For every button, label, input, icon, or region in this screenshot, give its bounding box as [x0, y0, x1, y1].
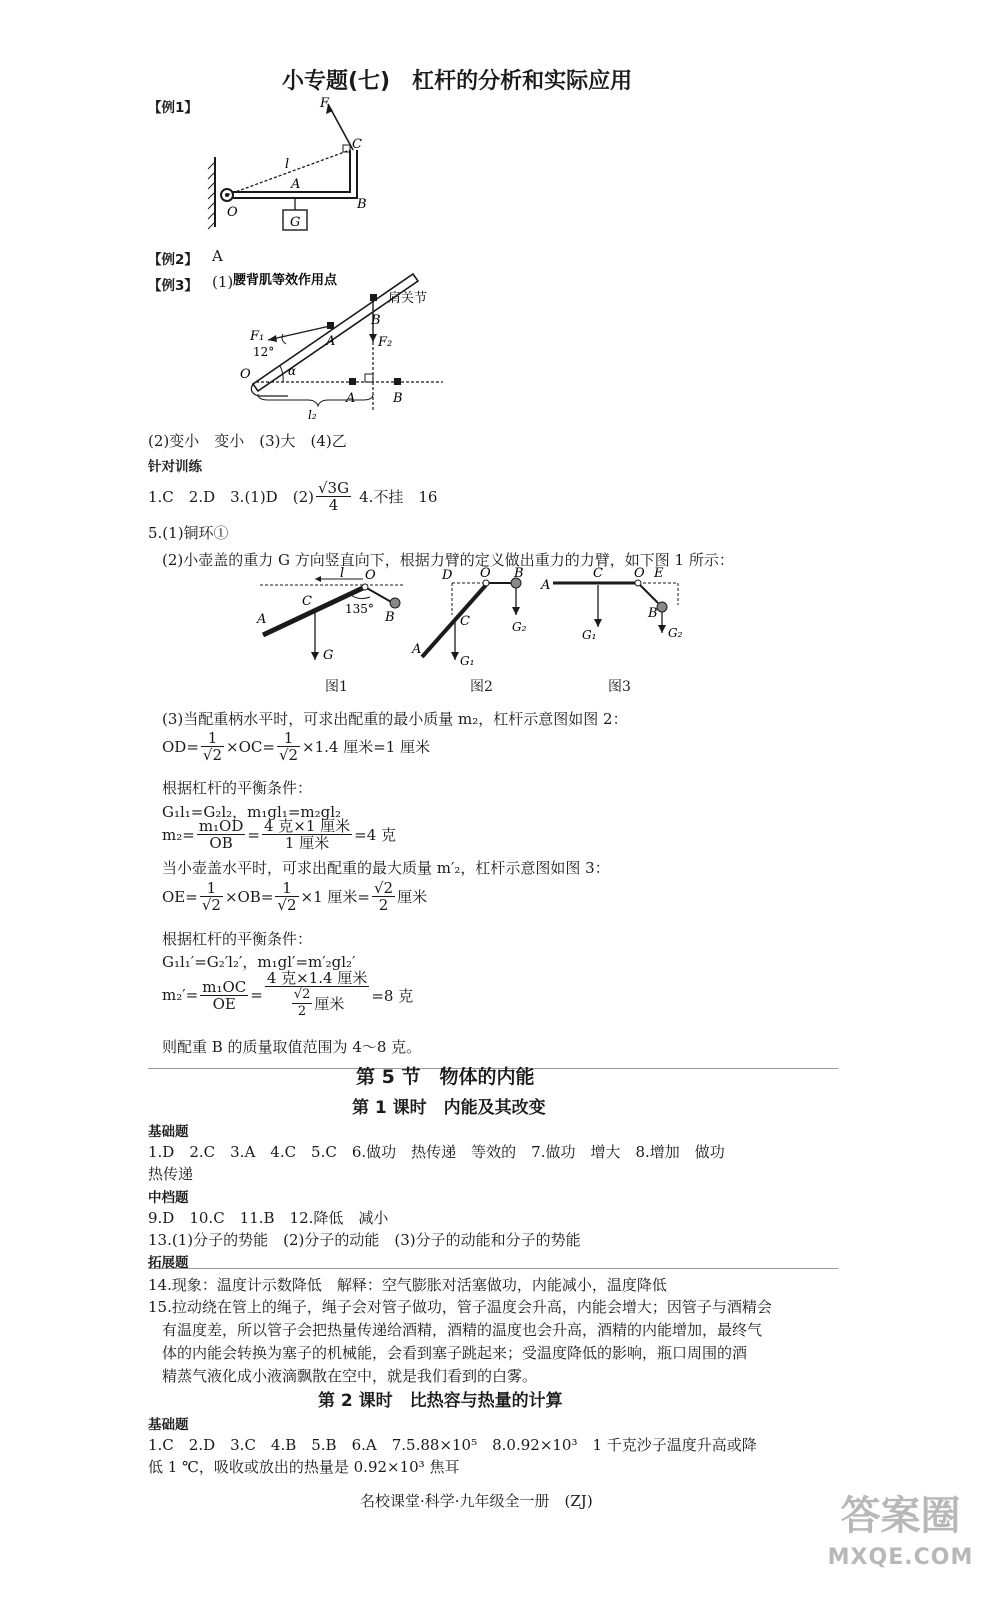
lesson1-q15-l3: 体的内能会转换为塞子的机械能，会看到塞子跳起来；受温度降低的影响，瓶口周围的酒 [162, 1344, 748, 1362]
fig2-C: C [460, 614, 470, 629]
q5-conclusion: 则配重 B 的质量取值范围为 4～8 克。 [162, 1038, 422, 1056]
lesson1-basic-answers: 1.D 2.C 3.A 4.C 5.C 6.做功 热传递 等效的 7.做功 增大 8.增加 做功 [148, 1143, 725, 1161]
lesson1-mid-answers: 9.D 10.C 11.B 12.降低 减小 [148, 1209, 389, 1227]
fig1-l: l [340, 566, 345, 581]
label-shoulder: 肩关节 [388, 291, 428, 306]
label-alpha: α [288, 364, 297, 378]
equation-balance-1: G₁l₁=G₂l₂，m₁gl₁=m₂gl₂ [162, 803, 342, 821]
equation-m2-prime: m₂′= $\frac{\text{m₁OC}}{OE}$ = 4 克×1.4 厘米 $\frac{√2}{2}$ 厘米 =8 克 [162, 969, 414, 1019]
figure2-caption: 图2 [470, 679, 493, 695]
fig3-B: B [648, 606, 658, 621]
lesson1-q14: 14.现象：温度计示数降低 解释：空气膨胀对活塞做功，内能减小，温度降低 [148, 1276, 667, 1294]
equation-balance-2: G₁l₁′=G₂′l₂′，m₁gl′=m′₂gl₂′ [162, 953, 356, 971]
label-F2: F₂ [378, 335, 393, 350]
label-A: A [291, 177, 301, 192]
example3-back-lever-diagram [228, 262, 458, 422]
fig2-B: B [514, 566, 524, 581]
figure1-caption: 图1 [325, 679, 348, 695]
balance-condition-1: 根据杠杆的平衡条件： [162, 779, 313, 797]
example3-label: 【例3】 [148, 278, 198, 294]
example2-label: 【例2】 [148, 252, 198, 268]
example2-answer: A [212, 247, 223, 265]
figure2-pot-lid-diagram [410, 565, 535, 670]
label-A-axis: A [346, 391, 356, 406]
drill-label: 针对训练 [148, 459, 202, 475]
fig2-D: D [442, 568, 453, 583]
lesson1-basic-answers-cont: 热传递 [148, 1165, 194, 1183]
label-l2: l₂ [308, 408, 317, 422]
label-B-axis: B [393, 391, 403, 406]
lesson1-q15-l4: 精蒸气液化成小液滴飘散在空中，就是我们看到的白雾。 [162, 1367, 538, 1385]
label-B-bone: B [371, 313, 381, 328]
equation-od: OD= $\frac{1}{√2}$ ×OC= $\frac{1}{√2}$ ×1.4 厘米=1 厘米 [162, 729, 431, 764]
fig3-C: C [593, 566, 603, 581]
fig1-O: O [365, 568, 376, 583]
lesson1-basic-label: 基础题 [148, 1124, 189, 1140]
label-G: G [290, 215, 301, 230]
label-F1: F₁ [250, 329, 265, 344]
fig1-G: G [323, 648, 334, 663]
label-O: O [240, 367, 251, 382]
example1-lever-diagram [205, 92, 390, 237]
fig1-angle: 135° [345, 602, 374, 616]
label-12deg: 12° [253, 345, 275, 359]
lesson2-basic-answers: 1.C 2.D 3.C 4.B 5.B 6.A 7.5.88×10⁵ 8.0.92×10³ 1 千克沙子温度升高或降 [148, 1436, 757, 1454]
equation-m2: m₂= $\frac{\text{m₁OD}}{OB}$ = $\frac{\text{4 克×1 厘米}}{\text{1 厘米}}$ =4 克 [162, 817, 397, 852]
fig3-G2: G₂ [668, 626, 683, 640]
fig1-C: C [302, 594, 312, 609]
example3-rest: (2)变小 变小 (3)大 (4)乙 [148, 432, 347, 450]
lesson1-q15-l2: 有温度差，所以管子会把热量传递给酒精，酒精的温度也会升高，酒精的内能增加，最终气 [162, 1321, 763, 1339]
label-waist: 腰背肌等效作用点 [233, 273, 338, 288]
fig2-G2: G₂ [512, 620, 527, 634]
label-l: l [285, 157, 290, 172]
label-F: F [320, 96, 330, 111]
watermark-logo: 答案圈 MXQE.COM [827, 1493, 974, 1570]
fig3-A: A [541, 578, 551, 593]
lesson2-basic-answers-cont: 低 1 ℃，吸收或放出的热量是 0.92×10³ 焦耳 [148, 1458, 460, 1476]
label-C: C [352, 137, 362, 152]
lesson1-q13: 13.(1)分子的势能 (2)分子的动能 (3)分子的动能和分子的势能 [148, 1231, 581, 1249]
balance-condition-2: 根据杠杆的平衡条件： [162, 930, 313, 948]
fig2-G1: G₁ [460, 654, 475, 668]
example1-label: 【例1】 [148, 100, 198, 116]
extension-divider [148, 1268, 838, 1269]
fig2-A: A [412, 642, 422, 657]
q5-part4: 当小壶盖水平时，可求出配重的最大质量 m′₂，杠杆示意图如图 3： [162, 859, 610, 877]
q5-part3: (3)当配重柄水平时，可求出配重的最小质量 m₂，杠杆示意图如图 2： [162, 710, 628, 728]
label-B: B [357, 197, 367, 212]
figure1-pot-lid-diagram [255, 565, 410, 670]
topic-title: 小专题(七) 杠杆的分析和实际应用 [282, 69, 633, 94]
fig3-E: E [654, 566, 664, 581]
figure3-pot-lid-diagram [538, 565, 693, 670]
q5-part1: 5.(1)铜环① [148, 524, 229, 542]
fig1-B: B [385, 610, 395, 625]
lesson2-basic-label: 基础题 [148, 1417, 189, 1433]
label-A-bone: A [326, 334, 336, 349]
lesson1-q15-l1: 15.拉动绕在管上的绳子，绳子会对管子做功，管子温度会升高，内能会增大；因管子与酒精会 [148, 1298, 772, 1316]
figure3-caption: 图3 [608, 679, 631, 695]
q5-part2: (2)小壶盖的重力 G 方向竖直向下，根据力臂的定义做出重力的力臂，如下图 1 所示： [162, 551, 734, 569]
footer-text: 名校课堂·科学·九年级全一册 (ZJ) [360, 1492, 593, 1510]
fig3-O: O [634, 566, 645, 581]
lesson2-title: 第 2 课时 比热容与热量的计算 [318, 1391, 563, 1411]
lesson1-mid-label: 中档题 [148, 1190, 189, 1206]
section5-title: 第 5 节 物体的内能 [356, 1066, 535, 1088]
lesson1-title: 第 1 课时 内能及其改变 [352, 1098, 546, 1118]
equation-oe: OE= $\frac{1}{√2}$ ×OB= $\frac{1}{√2}$ ×1 厘米= $\frac{√2}{2}$ 厘米 [162, 879, 428, 914]
example3-part1: (1) [212, 273, 234, 291]
label-O: O [227, 205, 238, 220]
lesson1-ext-label: 拓展题 [148, 1255, 189, 1271]
fig3-G1: G₁ [582, 628, 597, 642]
fig1-A: A [257, 612, 267, 627]
fig2-O: O [480, 566, 491, 581]
drill-line1: 1.C 2.D 3.(1)D (2) $\frac{√3G}{4}$ 4.不挂 16 [148, 479, 438, 514]
